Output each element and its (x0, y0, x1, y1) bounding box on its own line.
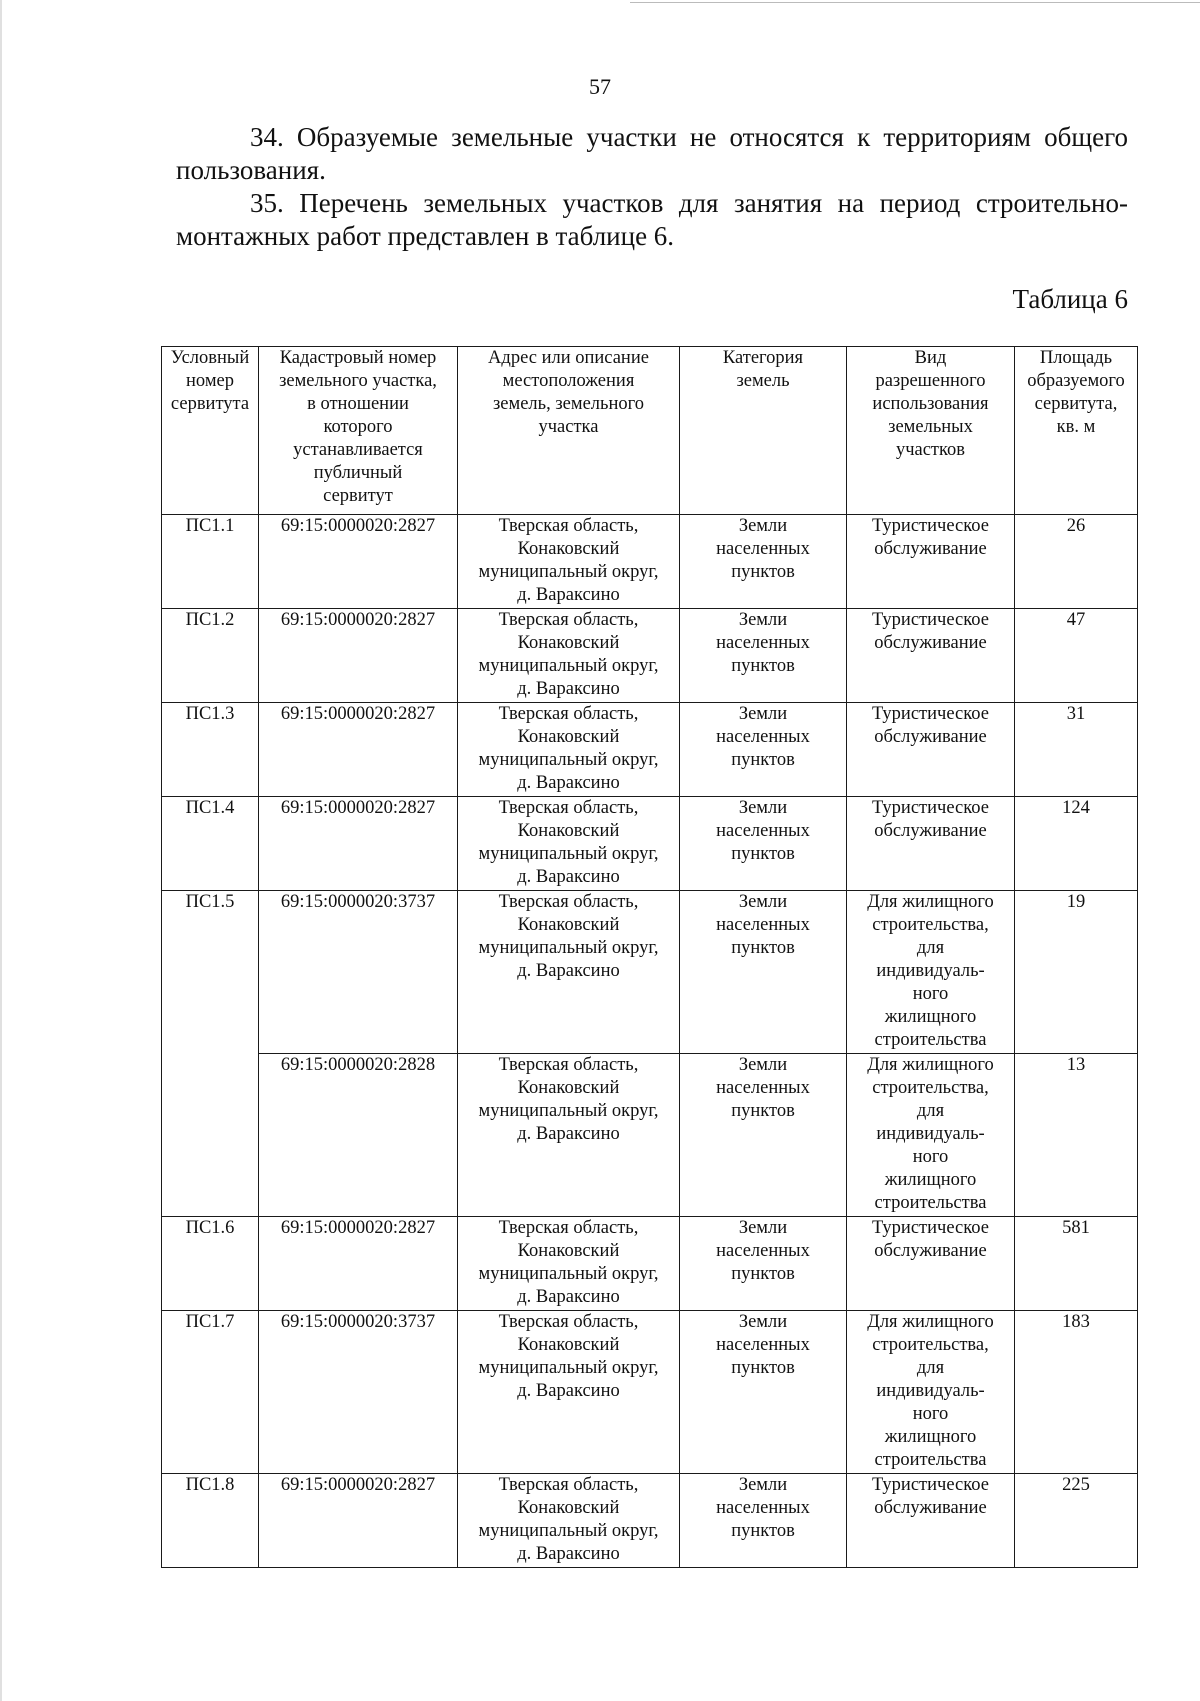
land-category-cell (680, 1054, 847, 1217)
page-number: 57 (589, 74, 611, 99)
category-line: населенных (716, 633, 810, 653)
permitted-use-line: индивидуаль- (876, 1381, 985, 1401)
address-line: Тверская область, (498, 610, 639, 630)
cadastral-number-cell: 69:15:0000020:2828 (259, 1054, 458, 1217)
category-line: населенных (716, 1335, 810, 1355)
cadastral-number-cell: 69:15:0000020:3737 (259, 1311, 458, 1474)
category-line: пунктов (731, 1521, 795, 1541)
table-row (162, 703, 1138, 797)
servitude-number-cell: ПС1.7 (162, 1311, 259, 1474)
category-line: Земли (738, 1475, 788, 1495)
address-line: Конаковский (517, 1241, 620, 1261)
land-category-cell (680, 703, 847, 797)
category-line: пунктов (731, 844, 795, 864)
address-line: муниципальный округ, (478, 1521, 659, 1541)
permitted-use-line: Туристическое (872, 1218, 989, 1238)
header-address (458, 347, 680, 515)
address-line: Тверская область, (498, 1312, 639, 1332)
category-line: Земли (738, 610, 788, 630)
permitted-use-cell (847, 515, 1015, 609)
permitted-use-cell (847, 891, 1015, 1054)
header-cadastral-line: которого (323, 417, 393, 437)
category-line: населенных (716, 1078, 810, 1098)
header-cadastral-line: сервитут (323, 486, 393, 506)
permitted-use-cell (847, 609, 1015, 703)
address-cell (458, 515, 680, 609)
header-number-line: номер (186, 371, 234, 391)
address-line: муниципальный округ, (478, 750, 659, 770)
address-cell (458, 797, 680, 891)
address-line: д. Вараксино (517, 1544, 620, 1564)
address-line: д. Вараксино (517, 1381, 620, 1401)
cadastral-number-cell: 69:15:0000020:2827 (259, 1474, 458, 1568)
scan-edge-line (630, 2, 1200, 3)
servitude-number-cell: ПС1.2 (162, 609, 259, 703)
category-line: пунктов (731, 1358, 795, 1378)
address-line: муниципальный округ, (478, 1264, 659, 1284)
permitted-use-line: строительства (874, 1030, 987, 1050)
header-number-line: сервитута (170, 394, 250, 414)
header-cadastral-line: в отношении (307, 394, 409, 414)
category-line: Земли (738, 1055, 788, 1075)
land-category-cell (680, 515, 847, 609)
address-line: Тверская область, (498, 1055, 639, 1075)
permitted-use-line: для (916, 938, 945, 958)
permitted-use-line: строительства (874, 1450, 987, 1470)
address-line: Тверская область, (498, 1218, 639, 1238)
address-cell (458, 1311, 680, 1474)
category-line: населенных (716, 1241, 810, 1261)
header-cadastral-line: устанавливается (293, 440, 423, 460)
servitude-number-cell: ПС1.3 (162, 703, 259, 797)
category-line: пунктов (731, 656, 795, 676)
permitted-use-line: ного (912, 984, 949, 1004)
permitted-use-line: обслуживание (874, 821, 987, 841)
category-line: населенных (716, 915, 810, 935)
area-cell: 13 (1015, 1054, 1138, 1217)
address-line: д. Вараксино (517, 1124, 620, 1144)
area-cell: 47 (1015, 609, 1138, 703)
header-area-line: Площадь (1039, 348, 1113, 368)
header-use (847, 347, 1015, 515)
cadastral-number-cell: 69:15:0000020:2827 (259, 609, 458, 703)
table-row (162, 797, 1138, 891)
permitted-use-cell (847, 1054, 1015, 1217)
servitude-number-cell: ПС1.4 (162, 797, 259, 891)
cadastral-number-cell: 69:15:0000020:2827 (259, 797, 458, 891)
address-line: муниципальный округ, (478, 656, 659, 676)
address-cell (458, 1217, 680, 1311)
address-line: Конаковский (517, 1498, 620, 1518)
land-category-cell (680, 1474, 847, 1568)
address-line: муниципальный округ, (478, 938, 659, 958)
land-category-cell (680, 609, 847, 703)
category-line: пунктов (731, 1101, 795, 1121)
permitted-use-line: Туристическое (872, 1475, 989, 1495)
header-use-line: разрешенного (875, 371, 986, 391)
header-address-line: местоположения (502, 371, 635, 391)
address-line: Тверская область, (498, 892, 639, 912)
table-body (162, 515, 1138, 1568)
paragraph-35: 35. Перечень земельных участков для занятия на период строительно-монтажных работ представлен в таблице 6. (176, 188, 1128, 251)
area-cell: 225 (1015, 1474, 1138, 1568)
header-number-line: Условный (170, 348, 250, 368)
address-line: д. Вараксино (517, 773, 620, 793)
servitude-table (161, 346, 1138, 1568)
permitted-use-line: обслуживание (874, 1498, 987, 1518)
cadastral-number-cell: 69:15:0000020:2827 (259, 515, 458, 609)
header-cadastral (259, 347, 458, 515)
header-address-line: земель, земельного (493, 394, 644, 414)
address-line: Конаковский (517, 1335, 620, 1355)
header-area-line: образуемого (1027, 371, 1125, 391)
cadastral-number-cell: 69:15:0000020:3737 (259, 891, 458, 1054)
permitted-use-line: Туристическое (872, 798, 989, 818)
category-line: Земли (738, 1312, 788, 1332)
category-line: пунктов (731, 938, 795, 958)
area-cell: 31 (1015, 703, 1138, 797)
permitted-use-line: обслуживание (874, 727, 987, 747)
category-line: Земли (738, 798, 788, 818)
header-category-line: Категория (722, 348, 804, 368)
table-row (162, 515, 1138, 609)
category-line: населенных (716, 727, 810, 747)
header-use-line: Вид (914, 348, 947, 368)
permitted-use-line: строительства, (872, 1078, 989, 1098)
table-caption: Таблица 6 (1012, 284, 1128, 314)
permitted-use-line: Для жилищного (867, 1312, 994, 1332)
permitted-use-cell (847, 1217, 1015, 1311)
permitted-use-line: обслуживание (874, 633, 987, 653)
category-line: пунктов (731, 1264, 795, 1284)
permitted-use-line: обслуживание (874, 539, 987, 559)
header-use-line: использования (872, 394, 989, 414)
land-category-cell (680, 1311, 847, 1474)
category-line: пунктов (731, 562, 795, 582)
table-row (162, 1217, 1138, 1311)
table-row (162, 1054, 1138, 1217)
servitude-number-cell: ПС1.6 (162, 1217, 259, 1311)
table-header-row (162, 347, 1138, 515)
servitude-number-cell: ПС1.8 (162, 1474, 259, 1568)
address-line: Конаковский (517, 915, 620, 935)
header-area (1015, 347, 1138, 515)
address-line: Конаковский (517, 539, 620, 559)
header-address-line: участка (538, 417, 599, 437)
address-line: Тверская область, (498, 704, 639, 724)
address-line: муниципальный округ, (478, 1101, 659, 1121)
header-cadastral-line: Кадастровый номер (279, 348, 437, 368)
permitted-use-line: жилищного (884, 1427, 977, 1447)
area-cell: 183 (1015, 1311, 1138, 1474)
permitted-use-line: ного (912, 1147, 949, 1167)
category-line: населенных (716, 539, 810, 559)
permitted-use-line: строительства, (872, 915, 989, 935)
category-line: Земли (738, 892, 788, 912)
permitted-use-line: для (916, 1101, 945, 1121)
category-line: Земли (738, 1218, 788, 1238)
permitted-use-line: Туристическое (872, 704, 989, 724)
address-line: Тверская область, (498, 1475, 639, 1495)
paragraph-34: 34. Образуемые земельные участки не относятся к территориям общего пользования. (176, 122, 1128, 185)
header-use-line: участков (895, 440, 966, 460)
servitude-number-cell: ПС1.5 (162, 891, 259, 1217)
permitted-use-line: индивидуаль- (876, 961, 985, 981)
cadastral-number-cell: 69:15:0000020:2827 (259, 1217, 458, 1311)
land-category-cell (680, 1217, 847, 1311)
address-cell (458, 891, 680, 1054)
permitted-use-line: строительства (874, 1193, 987, 1213)
address-line: муниципальный округ, (478, 1358, 659, 1378)
permitted-use-line: индивидуаль- (876, 1124, 985, 1144)
address-cell (458, 609, 680, 703)
address-line: д. Вараксино (517, 867, 620, 887)
permitted-use-line: Туристическое (872, 610, 989, 630)
header-area-line: кв. м (1056, 417, 1096, 437)
category-line: Земли (738, 704, 788, 724)
header-area-line: сервитута, (1034, 394, 1118, 414)
address-line: муниципальный округ, (478, 562, 659, 582)
permitted-use-line: жилищного (884, 1007, 977, 1027)
header-use-line: земельных (888, 417, 973, 437)
permitted-use-cell (847, 703, 1015, 797)
cadastral-number-cell: 69:15:0000020:2827 (259, 703, 458, 797)
address-line: Тверская область, (498, 798, 639, 818)
header-category (680, 347, 847, 515)
area-cell: 26 (1015, 515, 1138, 609)
permitted-use-cell (847, 1311, 1015, 1474)
land-category-cell (680, 797, 847, 891)
permitted-use-line: строительства, (872, 1335, 989, 1355)
permitted-use-line: Для жилищного (867, 892, 994, 912)
area-cell: 19 (1015, 891, 1138, 1054)
header-cadastral-line: публичный (313, 463, 403, 483)
table-row (162, 1474, 1138, 1568)
header-category-line: земель (736, 371, 790, 391)
address-line: д. Вараксино (517, 679, 620, 699)
header-address-line: Адрес или описание (488, 348, 649, 368)
address-cell (458, 1054, 680, 1217)
permitted-use-line: ного (912, 1404, 949, 1424)
table-row (162, 1311, 1138, 1474)
address-line: Конаковский (517, 727, 620, 747)
category-line: Земли (738, 516, 788, 536)
scan-left-edge (0, 0, 2, 1701)
category-line: населенных (716, 821, 810, 841)
address-line: Тверская область, (498, 516, 639, 536)
land-category-cell (680, 891, 847, 1054)
permitted-use-line: жилищного (884, 1170, 977, 1190)
permitted-use-cell (847, 1474, 1015, 1568)
category-line: пунктов (731, 750, 795, 770)
area-cell: 124 (1015, 797, 1138, 891)
permitted-use-cell (847, 797, 1015, 891)
table-row (162, 609, 1138, 703)
permitted-use-line: Для жилищного (867, 1055, 994, 1075)
address-line: Конаковский (517, 821, 620, 841)
address-line: д. Вараксино (517, 1287, 620, 1307)
address-line: Конаковский (517, 633, 620, 653)
area-cell: 581 (1015, 1217, 1138, 1311)
servitude-number-cell: ПС1.1 (162, 515, 259, 609)
address-cell (458, 1474, 680, 1568)
address-line: д. Вараксино (517, 961, 620, 981)
permitted-use-line: Туристическое (872, 516, 989, 536)
category-line: населенных (716, 1498, 810, 1518)
table-row (162, 891, 1138, 1054)
permitted-use-line: обслуживание (874, 1241, 987, 1261)
address-line: муниципальный округ, (478, 844, 659, 864)
address-line: Конаковский (517, 1078, 620, 1098)
permitted-use-line: для (916, 1358, 945, 1378)
address-cell (458, 703, 680, 797)
header-number (162, 347, 259, 515)
header-cadastral-line: земельного участка, (279, 371, 437, 391)
address-line: д. Вараксино (517, 585, 620, 605)
